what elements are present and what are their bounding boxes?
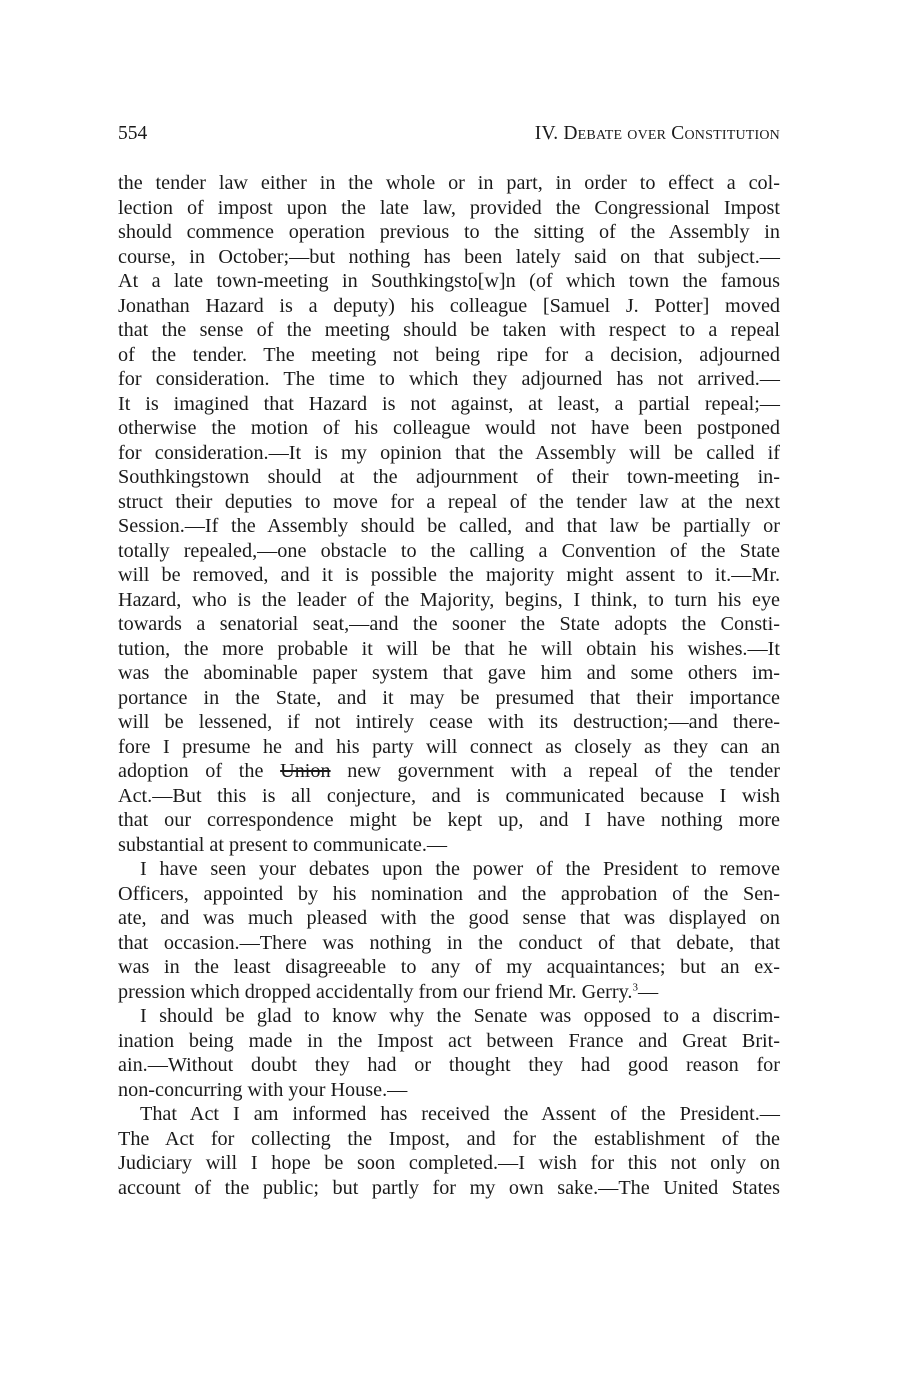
text-line: Act.—But this is all conjecture, and is communicated because I wish (118, 784, 780, 807)
paragraph-1 (118, 171, 780, 857)
text-line: non-concurring with your House.— (118, 1078, 408, 1101)
text-line: totally repealed,—one obstacle to the calling a Convention of the State (118, 539, 780, 562)
text-segment: — (637, 980, 659, 1003)
text-line: ination being made in the Impost act between France and Great Brit- (118, 1029, 780, 1052)
text-line: was in the least disagreeable to any of my acquaintances; but an ex- (118, 956, 780, 978)
text-line: otherwise the motion of his colleague would not have been postponed (118, 417, 780, 439)
text-line: I should be glad to know why the Senate was opposed to a discrim- (140, 1005, 780, 1027)
text-line: the tender law either in the whole or in part, in order to effect a col- (118, 172, 780, 194)
text-line: Hazard, who is the leader of the Majority, begins, I think, to turn his eye (118, 588, 780, 611)
text-line: ain.—Without doubt they had or thought they had good reason for (118, 1054, 780, 1076)
text-line: was the abominable paper system that gave him and some others im- (118, 662, 780, 684)
text-line: Southkingstown should at the adjournment of their town-meeting in- (118, 466, 780, 488)
text-line: It is imagined that Hazard is not against, at least, a partial repeal;— (118, 392, 780, 415)
text-segment: new government with a repeal of the tender (330, 760, 780, 782)
text-line: that occasion.—There was nothing in the conduct of that debate, that (118, 931, 780, 954)
text-line: for consideration. The time to which they adjourned has not arrived.— (118, 368, 780, 390)
text-line: should commence operation previous to the sitting of the Assembly in (118, 221, 780, 243)
text-line (118, 980, 780, 1005)
text-line: ate, and was much pleased with the good sense that was displayed on (118, 907, 780, 929)
text-line: for consideration.—It is my opinion that the Assembly will be called if (118, 441, 780, 464)
document-page (118, 118, 780, 1200)
body-text (118, 171, 780, 1200)
text-segment: adoption of the (118, 760, 281, 782)
text-line: Judiciary will I hope be soon completed.—I wish for this not only on (118, 1152, 780, 1174)
text-line: That Act I am informed has received the Assent of the President.— (140, 1103, 780, 1125)
text-line: towards a senatorial seat,—and the sooner the State adopts the Consti- (118, 613, 780, 635)
text-line: I have seen your debates upon the power of the President to remove (140, 858, 780, 880)
paragraph-4 (118, 1102, 780, 1200)
text-line: Session.—If the Assembly should be called, and that law be partially or (118, 515, 780, 537)
text-line: The Act for collecting the Impost, and for the establishment of the (118, 1127, 780, 1150)
text-line: Jonathan Hazard is a deputy) his colleague [Samuel J. Potter] moved (118, 294, 780, 317)
paragraph-2 (118, 857, 780, 1004)
text-line: that the sense of the meeting should be taken with respect to a repeal (118, 319, 780, 341)
footnote-marker[interactable]: 3 (632, 980, 638, 993)
running-header (118, 118, 780, 150)
section-title: IV. Debate over Constitution (534, 123, 780, 144)
text-line: fore I presume he and his party will connect as closely as they can an (118, 735, 780, 758)
text-line: account of the public; but partly for my own sake.—The United States (118, 1176, 780, 1199)
text-line: portance in the State, and it may be presumed that their importance (118, 686, 780, 709)
text-line: will be removed, and it is possible the majority might assent to it.—Mr. (118, 564, 780, 586)
text-line: course, in October;—but nothing has been lately said on that subject.— (118, 245, 780, 268)
text-line: lection of impost upon the late law, provided the Congressional Impost (118, 196, 780, 219)
page-number: 554 (118, 123, 148, 144)
text-line: of the tender. The meeting not being ripe for a decision, adjourned (118, 343, 780, 366)
text-line-with-strikethrough (118, 759, 780, 784)
struck-word: Union (280, 760, 331, 782)
text-line: will be lessened, if not intirely cease with its destruction;—and there- (118, 711, 780, 733)
text-line: that our correspondence might be kept up, and I have nothing more (118, 809, 780, 831)
paragraph-3 (118, 1004, 780, 1102)
text-line: struct their deputies to move for a repeal of the tender law at the next (118, 490, 780, 513)
text-segment: pression which dropped accidentally from our friend Mr. Gerry. (118, 980, 633, 1003)
text-line: Officers, appointed by his nomination and the approbation of the Sen- (118, 882, 780, 905)
text-line: At a late town-meeting in Southkingsto[w]n (of which town the famous (118, 270, 780, 292)
text-line: substantial at present to communicate.— (118, 833, 448, 856)
text-line: tution, the more probable it will be that he will obtain his wishes.—It (118, 637, 780, 660)
